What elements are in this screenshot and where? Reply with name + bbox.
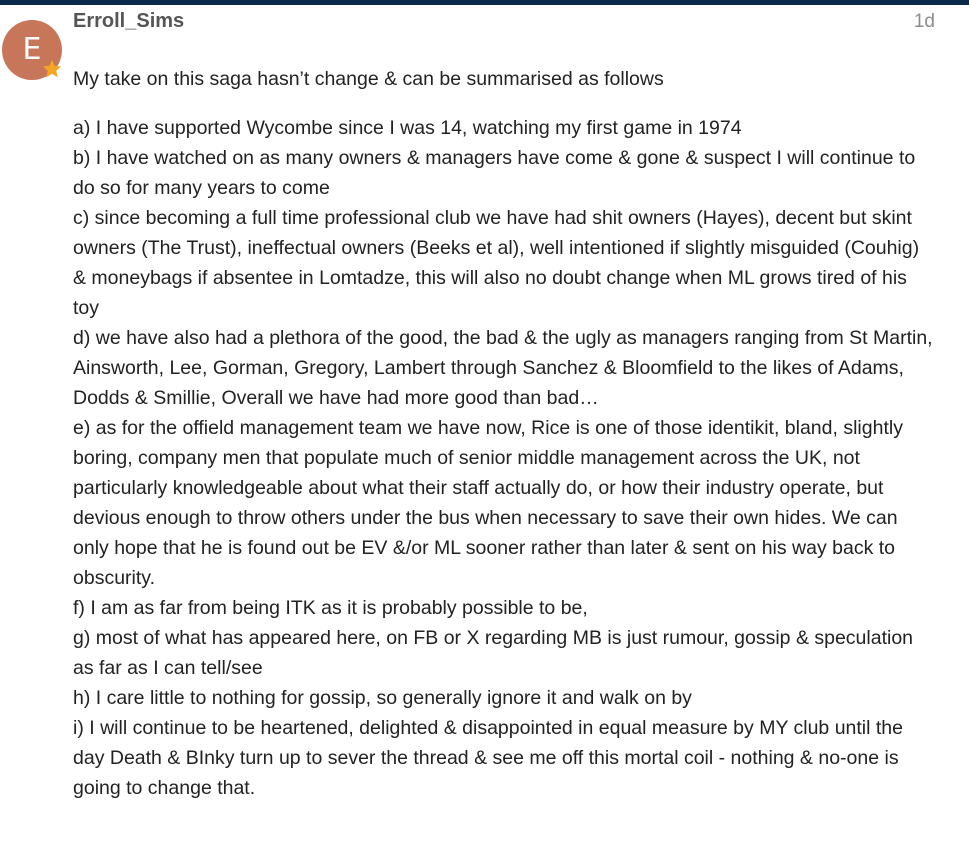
top-header-bar bbox=[0, 0, 969, 5]
username-link[interactable]: Erroll_Sims bbox=[73, 10, 185, 32]
post-intro: My take on this saga hasn’t change & can be summarised as follows bbox=[73, 68, 664, 90]
post-item-a: a) I have supported Wycombe since I was 14, watching my first game in 1974 bbox=[73, 117, 742, 139]
post-date[interactable]: 1d bbox=[913, 11, 935, 32]
post-item-h: h) I care little to nothing for gossip, so generally ignore it and walk on by bbox=[73, 687, 692, 709]
post-item-b: b) I have watched on as many owners & managers have come & gone & suspect I will continue to do so for many years to come bbox=[73, 147, 916, 199]
post-item-i: i) I will continue to be heartened, delighted & disappointed in equal measure by MY club until the day Death & BInky turn up to sever the thread & see me off this mortal coil - nothing & no-one is going to change that. bbox=[73, 717, 903, 799]
post-item-d: d) we have also had a plethora of the good, the bad & the ugly as managers ranging from St Martin, Ainsworth, Lee, Gorman, Gregory, Lambert through Sanchez & Bloomfield to the likes of Adams, Dodds & Smillie, Overall we have had more good than bad… bbox=[73, 327, 933, 409]
post-body bbox=[73, 64, 933, 803]
post-item-e: e) as for the offield management team we have now, Rice is one of those identikit, bland, slightly boring, company men that populate much of senior middle management across the UK, not particularly knowledgeable about what their staff actually do, or how their industry operate, but devious enough to throw others under the bus when necessary to save their own hides. We can only hope that he is found out be EV &/or ML sooner rather than later & sent on his way back to obscurity. bbox=[73, 417, 903, 589]
avatar[interactable]: E bbox=[2, 20, 62, 80]
post-item-g: g) most of what has appeared here, on FB or X regarding MB is just rumour, gossip & speculation as far as I can tell/see bbox=[73, 627, 914, 679]
star-icon bbox=[41, 58, 63, 80]
post-item-f: f) I am as far from being ITK as it is probably possible to be, bbox=[73, 597, 588, 619]
post-item-c: c) since becoming a full time professional club we have had shit owners (Hayes), decent but skint owners (The Trust), ineffectual owners (Beeks et al), well intentioned if slightly misguided (Couhig) & moneybags if absentee in Lomtadze, this will also no doubt change when ML grows tired of his toy bbox=[73, 207, 920, 319]
